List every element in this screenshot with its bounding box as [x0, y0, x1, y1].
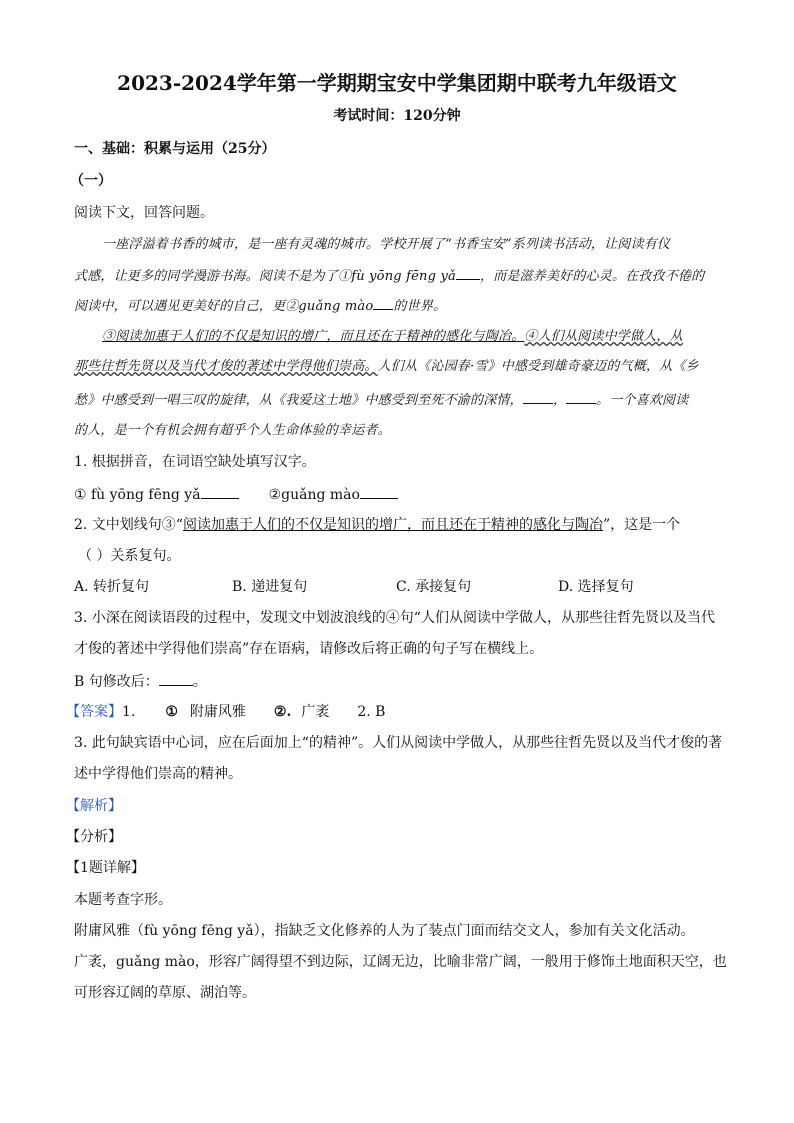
page-title: 2023-2024学年第一学期期宝安中学集团期中联考九年级语文 — [117, 71, 677, 95]
blank-1 — [456, 265, 480, 280]
answer-num: 1. — [122, 704, 136, 720]
passage-line — [74, 357, 699, 377]
wavy-sentence-4: ④人们从阅读中学做人，从 — [524, 329, 683, 344]
question-1: 1. 根据拼音，在词语空缺处填写汉字。 — [74, 454, 316, 470]
blank-2 — [373, 295, 393, 310]
question-2-line2: （ ）关系复句。 — [78, 548, 181, 564]
answer-circle-2: ②. — [273, 704, 292, 720]
answer-blank — [201, 484, 239, 499]
option-b: B. 递进复句 — [232, 579, 308, 595]
passage-line: 的人，是一个有机会拥有超乎个人生命体验的幸运者。 — [74, 423, 391, 438]
answer-blank — [360, 484, 398, 499]
section-heading: 一、基础：积累与运用（25分） — [74, 141, 276, 157]
question-3-line3 — [74, 671, 207, 692]
exam-time: 考试时间：120分钟 — [333, 108, 461, 124]
option-a: A. 转折复句 — [74, 579, 150, 595]
answer-value-1: 附庸风雅 — [189, 704, 246, 720]
answer-blank — [159, 671, 193, 686]
wavy-sentence-4-cont: 那些往哲先贤以及当代才俊的著述中学得他们崇高。 — [74, 359, 378, 374]
passage-line: 一座浮溢着书香的城市，是一座有灵魂的城市。学校开展了“书香宝安”系列读书活动，让阅读有仪 — [102, 237, 671, 252]
answer-label: 【答案】 — [66, 704, 122, 720]
q2-suffix: ”，这是一个 — [602, 517, 681, 533]
answer-value-2: 广袤 — [301, 704, 330, 720]
analysis-line: 广袤，guǎng mào，形容广阔得望不到边际，辽阔无边，比喻非常广阔，一般用于修饰土地面积天空，也 — [74, 954, 727, 970]
analysis-label: 【解析】 — [66, 798, 122, 814]
instruction: 阅读下文，回答问题。 — [74, 205, 214, 221]
answer-3-line2: 述中学得他们崇高的精神。 — [74, 766, 242, 782]
q1-item-1: ① fù yōng fēng yǎ — [74, 487, 201, 503]
passage-text: 的世界。 — [393, 299, 447, 314]
passage-text: 人们从《沁园春·雪》中感受到雄奇豪迈的气概，从《乡 — [377, 359, 699, 374]
q2-prefix: 2. 文中划线句③“ — [74, 517, 183, 533]
question-3-line2: 才俊的著述中学得他们崇高”存在语病，请修改后将正确的句子写在横线上。 — [74, 641, 544, 657]
detail-label: 【1题详解】 — [66, 860, 145, 876]
passage-text: 愁》中感受到一唱三叹的旋律，从《我爱这土地》中感受到至死不渝的深情， — [74, 393, 523, 408]
passage-line — [74, 295, 446, 317]
option-d: D. 选择复句 — [558, 579, 634, 595]
blank-3 — [523, 389, 553, 404]
fenxi-label: 【分析】 — [66, 829, 122, 845]
question-2 — [74, 515, 680, 535]
question-1-items — [74, 484, 398, 505]
underlined-sentence-3: ③阅读加惠于人们的不仅是知识的增广，而且还在于精神的感化与陶冶。 — [102, 329, 525, 344]
answer-3-line1: 3. 此句缺宾语中心词，应在后面加上“的精神”。人们从阅读中学做人，从那些往哲先贤以及当代才俊的著 — [74, 735, 723, 751]
passage-line: 愁》中感受到一唱三叹的旋律，从《我爱这土地》中感受到至死不渝的深情， ， 。一个喜欢阅读 — [74, 389, 688, 411]
q3-end: 。 — [192, 674, 207, 690]
analysis-line: 本题考查字形。 — [74, 892, 172, 908]
q3-prompt: B 句修改后： — [74, 674, 159, 690]
q1-item-2: ②guǎng mào — [268, 487, 360, 503]
answer-circle-1: ① — [165, 704, 178, 720]
blank-4 — [566, 389, 596, 404]
passage-text: ，而是滋养美好的心灵。在孜孜不倦的 — [479, 269, 705, 284]
analysis-line: 可形容辽阔的草原、湖泊等。 — [74, 985, 256, 1001]
answer-2: 2. B — [357, 704, 386, 720]
answer-line — [66, 702, 385, 722]
q2-quote: 阅读加惠于人们的不仅是知识的增广，而且还在于精神的感化与陶冶 — [182, 517, 603, 533]
passage-line — [74, 265, 704, 287]
question-3: 3. 小深在阅读语段的过程中，发现文中划波浪线的④句“人们从阅读中学做人，从那些往哲先贤以及当代 — [74, 610, 715, 626]
passage-text: 。一个喜欢阅读 — [596, 393, 689, 408]
option-c: C. 承接复句 — [396, 579, 472, 595]
passage-line — [102, 327, 683, 347]
part-label: （一） — [70, 173, 112, 189]
analysis-line: 附庸风雅（fù yōng fēng yǎ），指缺乏文化修养的人为了装点门面而结交文人，参加有关文化活动。 — [74, 923, 695, 939]
passage-text: 式感，让更多的同学漫游书海。阅读不是为了①fù yōng fēng yǎ — [74, 269, 456, 284]
passage-text: 阅读中，可以遇见更美好的自己，更②guǎng mào — [74, 299, 374, 314]
